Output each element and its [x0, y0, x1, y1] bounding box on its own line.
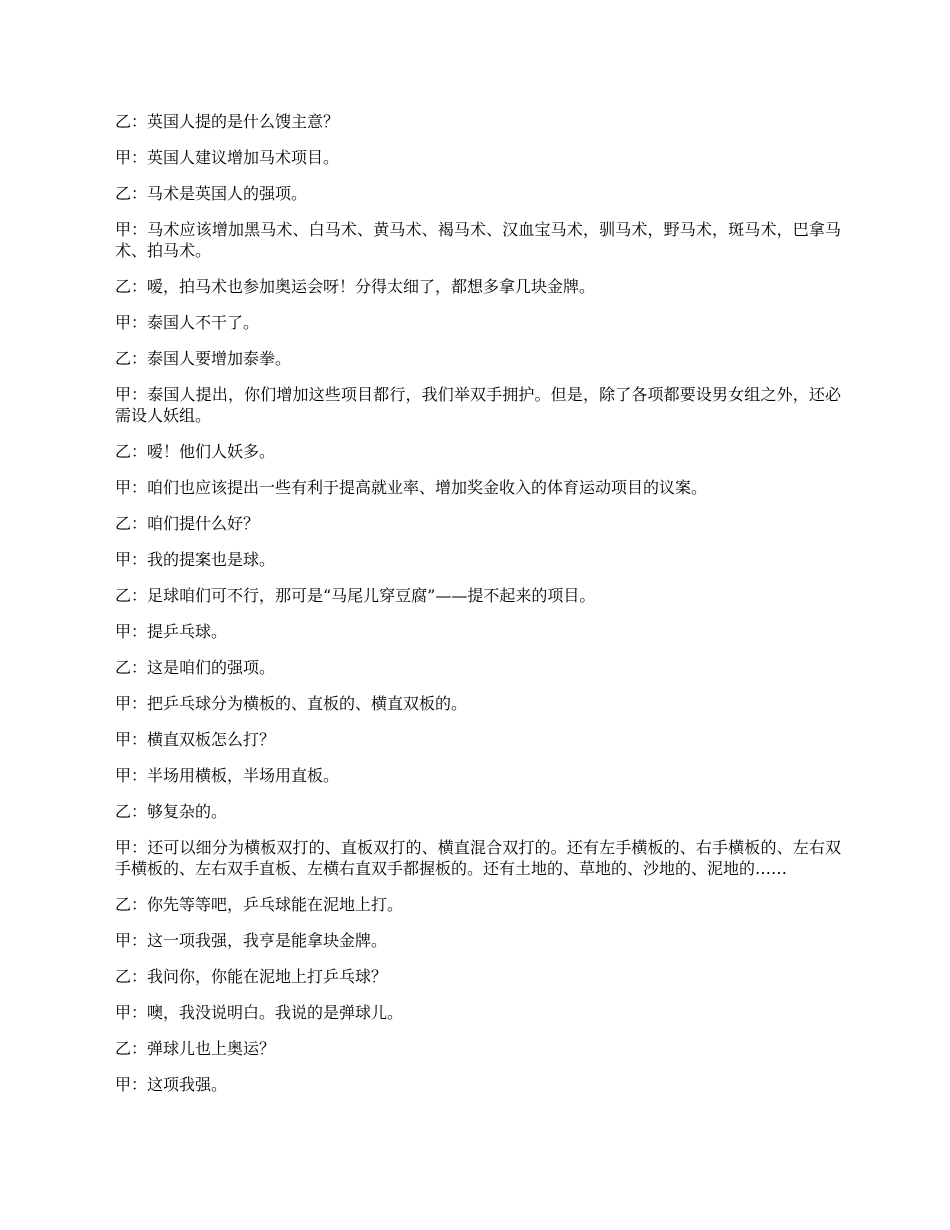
dialogue-line: 乙：马术是英国人的强项。: [115, 184, 308, 203]
dialogue-line: 甲：还可以细分为横板双打的、直板双打的、横直混合双打的。还有左手横板的、右手横板的、左右双手横板的、左右双手直板、左横右直双手都握板的。还有土地的、草地的、沙地的、泥地的……: [115, 838, 841, 878]
dialogue-line: 乙：泰国人要增加泰拳。: [115, 349, 292, 368]
dialogue-line: 甲：噢，我没说明白。我说的是弹球儿。: [115, 1003, 404, 1022]
dialogue-line: 甲：我的提案也是球。: [115, 550, 276, 569]
dialogue-line: 乙：你先等等吧，乒乓球能在泥地上打。: [115, 895, 404, 914]
dialogue-line: 乙：英国人提的是什么馊主意？: [115, 112, 340, 131]
dialogue-line: 甲：横直双板怎么打？: [115, 730, 276, 749]
dialogue-line: 甲：这一项我强，我亨是能拿块金牌。: [115, 931, 388, 950]
dialogue-line: 乙：这是咱们的强项。: [115, 658, 276, 677]
dialogue-line: 甲：把乒乓球分为横板的、直板的、横直双板的。: [115, 694, 468, 713]
dialogue-line: 乙：嗳，拍马术也参加奥运会呀！分得太细了，都想多拿几块金牌。: [115, 277, 596, 296]
dialogue-line: 乙：我问你，你能在泥地上打乒乓球？: [115, 967, 388, 986]
dialogue-line: 甲：泰国人不干了。: [115, 313, 260, 332]
dialogue-line: 甲：提乒乓球。: [115, 622, 228, 641]
dialogue-line: 甲：英国人建议增加马术项目。: [115, 148, 340, 167]
dialogue-line: 甲：泰国人提出，你们增加这些项目都行，我们举双手拥护。但是，除了各项都要设男女组之外，还必需设人妖组。: [115, 385, 841, 425]
dialogue-line: 乙：足球咱们可不行，那可是“马尾儿穿豆腐”——提不起来的项目。: [115, 586, 596, 605]
dialogue-line: 乙：咱们提什么好？: [115, 514, 260, 533]
dialogue-line: 乙：嗳！他们人妖多。: [115, 442, 276, 461]
dialogue-line: 乙：够复杂的。: [115, 802, 228, 821]
dialogue-body: [115, 111, 841, 1110]
dialogue-line: 乙：弹球儿也上奥运？: [115, 1039, 276, 1058]
dialogue-line: 甲：这项我强。: [115, 1075, 228, 1094]
dialogue-line: 甲：半场用横板，半场用直板。: [115, 766, 340, 785]
dialogue-line: 甲：咱们也应该提出一些有利于提高就业率、增加奖金收入的体育运动项目的议案。: [115, 478, 708, 497]
dialogue-line: 甲：马术应该增加黑马术、白马术、黄马术、褐马术、汉血宝马术，驯马术，野马术，斑马术，巴拿马术、拍马术。: [115, 220, 841, 260]
